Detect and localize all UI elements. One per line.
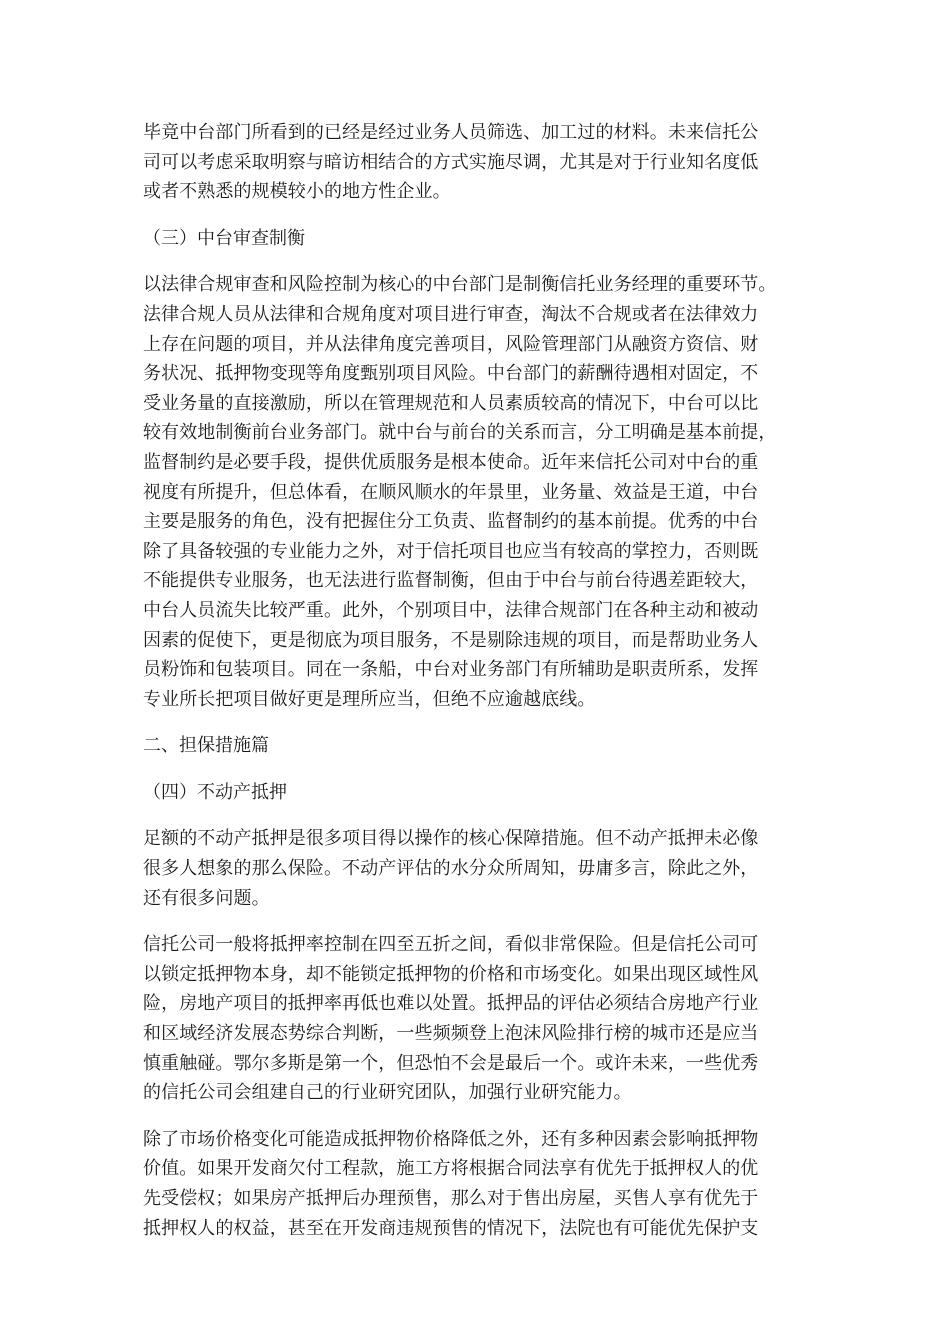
paragraph-due-diligence — [143, 118, 809, 207]
text-line: 和区域经济发展态势综合判断，一些频频登上泡沫风险排行榜的城市还是应当 — [143, 1023, 759, 1045]
text-line: 务状况、抵押物变现等角度甄别项目风险。中台部门的薪酬待遇相对固定，不 — [143, 363, 759, 385]
text-line: 除了具备较强的专业能力之外，对于信托项目也应当有较高的掌控力，否则既 — [143, 540, 759, 562]
chapter-heading-guarantee — [143, 731, 809, 761]
text-line: 专业所长把项目做好更是理所应当，但绝不应逾越底线。 — [143, 688, 596, 710]
text-line: 视度有所提升，但总体看，在顺风顺水的年景里，业务量、效益是王道，中台 — [143, 481, 759, 503]
text-line: 抵押权人的权益，甚至在开发商违规预售的情况下，法院也有可能优先保护支 — [143, 1217, 759, 1239]
text-line: 很多人想象的那么保险。不动产评估的水分众所周知，毋庸多言，除此之外， — [143, 858, 759, 880]
text-line: 慎重触碰。鄂尔多斯是第一个，但恐怕不会是最后一个。或许未来，一些优秀 — [143, 1052, 759, 1074]
text-line: 或者不熟悉的规模较小的地方性企业。 — [143, 181, 451, 203]
text-line: 先受偿权；如果房产抵押后办理预售，那么对于售出房屋，买售人享有优先于 — [143, 1188, 759, 1209]
text-line: 受业务量的直接激励，所以在管理规范和人员素质较高的情况下，中台可以比 — [143, 392, 759, 414]
heading-text: 二、担保措施篇 — [143, 735, 269, 757]
text-line: 主要是服务的角色，没有把握住分工负责、监督制约的基本前提。优秀的中台 — [143, 511, 759, 533]
text-line: 除了市场价格变化可能造成抵押物价格降低之外，还有多种因素会影响抵押物 — [143, 1128, 759, 1150]
text-line: 足额的不动产抵押是很多项目得以操作的核心保障措施。但不动产抵押未必像 — [143, 828, 759, 850]
text-line: 员粉饰和包装项目。同在一条船，中台对业务部门有所辅助是职责所系，发挥 — [143, 659, 759, 681]
text-line: 还有很多问题。 — [143, 887, 270, 909]
section-heading-middle-office — [143, 224, 809, 254]
paragraph-middle-office — [143, 270, 809, 714]
text-line: 较有效地制衡前台业务部门。就中台与前台的关系而言，分工明确是基本前提， — [143, 422, 777, 444]
text-line: 险，房地产项目的抵押率再低也难以处置。抵押品的评估必须结合房地产行业 — [143, 993, 759, 1015]
text-line: 上存在问题的项目，并从法律角度完善项目，风险管理部门从融资方资信、财 — [143, 333, 759, 355]
paragraph-mortgage-rate — [143, 930, 809, 1108]
paragraph-mortgage-risks — [143, 1125, 809, 1243]
text-line: 毕竟中台部门所看到的已经是经过业务人员筛选、加工过的材料。未来信托公 — [143, 122, 759, 143]
text-line: 信托公司一般将抵押率控制在四至五折之间，看似非常保险。但是信托公司可 — [143, 934, 759, 956]
paragraph-mortgage-intro — [143, 824, 809, 913]
section-heading-real-estate-mortgage — [143, 778, 809, 808]
text-line: 以法律合规审查和风险控制为核心的中台部门是制衡信托业务经理的重要环节。 — [143, 274, 777, 296]
text-line: 以锁定抵押物本身，却不能锁定抵押物的价格和市场变化。如果出现区域性风 — [143, 963, 759, 985]
text-line: 监督制约是必要手段，提供优质服务是根本使命。近年来信托公司对中台的重 — [143, 451, 759, 473]
text-line: 司可以考虑采取明察与暗访相结合的方式实施尽调，尤其是对于行业知名度低 — [143, 151, 759, 173]
document-page — [143, 118, 809, 1260]
heading-text: （三）中台审查制衡 — [143, 227, 305, 249]
text-line: 价值。如果开发商欠付工程款，施工方将根据合同法享有优先于抵押权人的优 — [143, 1158, 759, 1180]
text-line: 不能提供专业服务，也无法进行监督制衡，但由于中台与前台待遇差距较大， — [143, 570, 759, 592]
text-line: 法律合规人员从法律和合规角度对项目进行审查，淘汰不合规或者在法律效力 — [143, 303, 759, 325]
text-line: 中台人员流失比较严重。此外，个别项目中，法律合规部门在各种主动和被动 — [143, 599, 759, 621]
heading-text: （四）不动产抵押 — [143, 781, 287, 803]
text-line: 的信托公司会组建自己的行业研究团队，加强行业研究能力。 — [143, 1082, 632, 1104]
text-line: 因素的促使下，更是彻底为项目服务，不是剔除违规的项目，而是帮助业务人 — [143, 629, 759, 651]
